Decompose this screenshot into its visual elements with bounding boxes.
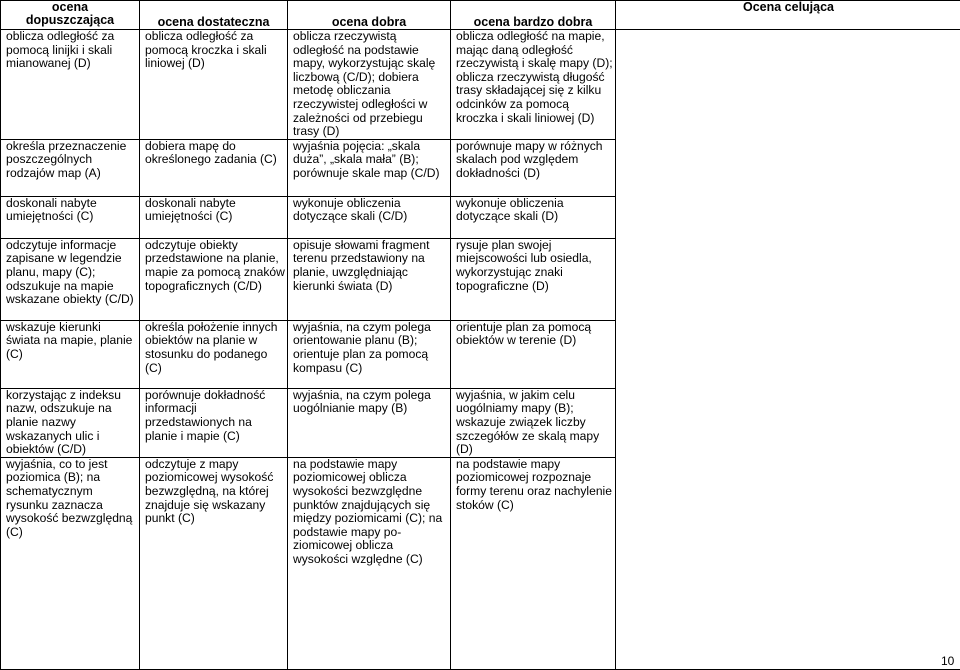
cell-dopuszczajaca: korzystając z indeksu nazw, odszukuje na planie nazwy wskazanych ulic i obiektów (C/D) <box>1 388 140 457</box>
header-celujaca: Ocena celująca <box>616 1 960 30</box>
cell-dopuszczajaca: oblicza odległość za pomocą linijki i skali mianowanej (D) <box>1 30 140 140</box>
table-row <box>1 30 960 140</box>
cell-dostateczna: odczytuje obiekty przedstawione na planie, mapie za pomocą znaków topograficznych (C/D) <box>140 238 288 320</box>
cell-bardzo-dobra: orientuje plan za pomocą obiektów w terenie (D) <box>451 320 616 388</box>
cell-bardzo-dobra: na podstawie mapy poziomicowej rozpoznaje formy terenu oraz nachylenie stoków (C) <box>451 457 616 669</box>
cell-dobra: wykonuje obliczenia dotyczące skali (C/D) <box>288 196 451 238</box>
cell-dostateczna: porównuje dokładność informacji przedstawionych na planie i mapie (C) <box>140 388 288 457</box>
cell-dostateczna: dobiera mapę do określonego zadania (C) <box>140 139 288 196</box>
header-bardzo-dobra: ocena bardzo dobra <box>451 1 616 30</box>
cell-bardzo-dobra: oblicza odległość na mapie, mając daną odległość rzeczywistą i skalę mapy (D); oblicza rzeczywistą długość trasy składającej się z kilku odcinków za pomocą kroczka i skali liniowej (D) <box>451 30 616 140</box>
cell-dobra: wyjaśnia, na czym polega orientowanie planu (B); orientuje plan za pomocą kompasu (C) <box>288 320 451 388</box>
cell-dobra: oblicza rzeczywistą odległość na podstawie mapy, wykorzystując skalę liczbową (C/D); dobiera metodę obliczania rzeczywistej odległości w zależności od przebiegu trasy (D) <box>288 30 451 140</box>
cell-bardzo-dobra: wykonuje obliczenia dotyczące skali (D) <box>451 196 616 238</box>
header-dopuszczajaca: ocena dopuszczająca <box>1 1 140 30</box>
header-dostateczna: ocena dostateczna <box>140 1 288 30</box>
cell-dostateczna: odczytuje z mapy poziomicowej wysokość bezwzględną, na której znajduje się wskazany punkt (C) <box>140 457 288 669</box>
cell-dobra: opisuje słowami fragment terenu przedstawiony na planie, uwzględniając kierunki świata (D) <box>288 238 451 320</box>
cell-dopuszczajaca: doskonali nabyte umiejętności (C) <box>1 196 140 238</box>
header-row <box>1 1 960 30</box>
cell-dopuszczajaca: odczytuje informacje zapisane w legendzie planu, mapy (C); odszukuje na mapie wskazane obiekty (C/D) <box>1 238 140 320</box>
cell-bardzo-dobra: porównuje mapy w różnych skalach pod względem dokładności (D) <box>451 139 616 196</box>
header-dobra: ocena dobra <box>288 1 451 30</box>
cell-celujaca <box>616 30 960 670</box>
cell-bardzo-dobra: wyjaśnia, w jakim celu uogólniamy mapy (B); wskazuje związek liczby szczegółów ze skalą mapy (D) <box>451 388 616 457</box>
page-number: 10 <box>941 655 954 667</box>
cell-dobra: wyjaśnia pojęcia: „skala duża”, „skala mała” (B); porównuje skale map (C/D) <box>288 139 451 196</box>
cell-dostateczna: oblicza odległość za pomocą kroczka i skali liniowej (D) <box>140 30 288 140</box>
cell-dopuszczajaca: określa przeznaczenie poszczególnych rodzajów map (A) <box>1 139 140 196</box>
cell-dopuszczajaca: wyjaśnia, co to jest poziomica (B); na schematycznym rysunku zaznacza wysokość bezwzględną (C) <box>1 457 140 669</box>
cell-dobra: na podstawie mapy poziomicowej oblicza wysokości bezwzględne punktów znajdujących się między poziomicami (C); na podstawie mapy po-ziomicowej oblicza wysokości względne (C) <box>288 457 451 669</box>
cell-dobra: wyjaśnia, na czym polega uogólnianie mapy (B) <box>288 388 451 457</box>
cell-dopuszczajaca: wskazuje kierunki świata na mapie, planie (C) <box>1 320 140 388</box>
cell-dostateczna: określa położenie innych obiektów na planie w stosunku do podanego (C) <box>140 320 288 388</box>
cell-dostateczna: doskonali nabyte umiejętności (C) <box>140 196 288 238</box>
cell-bardzo-dobra: rysuje plan swojej miejscowości lub osiedla, wykorzystując znaki topograficzne (D) <box>451 238 616 320</box>
